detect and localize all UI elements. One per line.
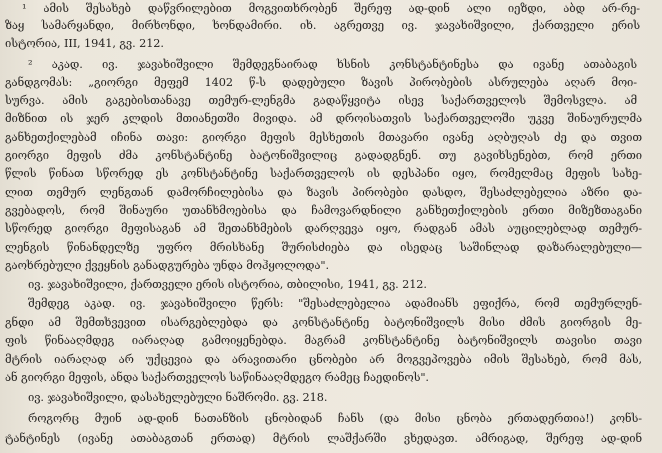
citation-1: ივ. ჯავახიშვილი, ქართველი ერის ისტორია, თბილისი, 1941, გვ. 212. xyxy=(28,278,427,291)
footnote-2-line-9: გვებადოს, რომ შინაური უთანხმოებისა და ჩამოვარდნილი განხეთქილების ერთი მიზეზთაგანი xyxy=(5,204,642,217)
footnote-1-line-2: ზაყ სამარყანდი, მირხონდი, ხონდამირი. იხ. აგრეთვე ივ. ჯავახიშვილი, ქართველი ერის xyxy=(5,19,640,32)
footnote-2-line-12: გაოხრებული ქვეყნის განადგურება უნდა მოჰყოლოდა". xyxy=(5,259,329,272)
quote-line-3: ფის წინააღმდეგ იარაღად გამოიყენებდა. მაგრამ კონსტანტინე ბატონიშვილს თავისი თავი xyxy=(5,334,642,347)
footnote-2-line-5: განხეთქილებამ იჩინა თავი: გიორგი მეფის მესხეთის მთავარი ივანე აღბუღას ძე და თვით xyxy=(5,131,642,144)
footnote-2-line-2: განდგომას: „გიორგი მეფემ 1402 წ-ს დადებული ზავის პირობების ასრულება აღარ მოი- xyxy=(5,76,637,89)
footnote-2-line-11: ლენგის წინანდელზე უფრო მრისხანე შურისძიება და ისედაც საშინლად დაზარალებული— xyxy=(5,241,642,254)
footnote-1-line-3: ისტორია, III, 1941, გვ. 212. xyxy=(5,37,164,50)
citation-2: ივ. ჯავახიშვილი, დასახელებული ნაშრომი. გვ. 218. xyxy=(28,391,328,404)
footnote-2-line-7: წლის წინათ სწორედ ეს კონსტანტინე საქართველოს ის დესპანი იყო, რომელმაც მეფის სახე- xyxy=(5,167,642,180)
footnote-2-line-1: ² აკად. ივ. ჯავახიშვილი შემდეგნაირად ხსნის კონსტანტინესა და ივანე ათაბაგის xyxy=(28,58,637,71)
quote-line-2: გნდი ამ შემთხვევით ისარგებლებდა და კონსტანტინე ბატონიშვილს მისი ძმის გიორგის მე- xyxy=(5,316,642,329)
quote-line-4: მტრის იარაღად არ უქცევია და არავითარი ცნობები არ მოგვეპოვება იმის შესახებ, რომ მას, xyxy=(5,353,642,366)
footnote-2-line-8: ლით თემურ ლენგთან დამორჩილებისა და ზავის პირობები დასდო, შესაძლებელია აზრი და- xyxy=(5,186,642,199)
quote-line-1: შემდეგ აკად. ივ. ჯავახიშვილი წერს: "შესაძლებელია ადამიანს ეფიქრა, რომ თემურლენ- xyxy=(28,297,642,310)
footnote-1-line-1: ¹ ამის შესახებ დაწვრილებით მოგვითხრობენ შერეფ ად-დინ ალი იეზდი, აბდ არ-რე- xyxy=(22,2,640,15)
body-line-1: როგორც მუინ ად-დინ ნათანზის ცნობიდან ჩანს (და მისი ცნობა ერთადერთია!) კონს- xyxy=(28,412,642,425)
quote-line-5: ან გიორგი მეფის, ანდა საქართველოს საწინააღმდეგო რამეც ჩაედინოს". xyxy=(5,371,429,384)
footnote-2-line-10: სწორედ გიორგი მეფისაგან ამ შეთანხმების დარღვევა იყო, რადგან ამას აუცილებლად თემურ- xyxy=(5,222,642,235)
footnote-2-line-6: გიორგი მეფის ძმა კონსტანტინე ბატონიშვილიც გადადგნენ. თუ გავიხსენებთ, რომ ერთი xyxy=(5,149,642,162)
footnote-2-line-4: მიზნით ის ჯერ კლდის მთიანეთში მივიდა. ამ დროისათვის საქართველოში უკვე შინაურულმა xyxy=(5,112,642,125)
body-line-2: ტანტინეს (ივანე ათაბაგთან ერთად) მტრის ლაშქარში ვხედავთ. ამრიგად, შერეფ ად-დინ xyxy=(5,432,642,445)
footnote-2-line-3: სურვა. ამის გაგებისთანავე თემურ-ლენგმა გადაწყვიტა ისევ საქართველოს შემოსვლა. ამ xyxy=(5,94,637,107)
